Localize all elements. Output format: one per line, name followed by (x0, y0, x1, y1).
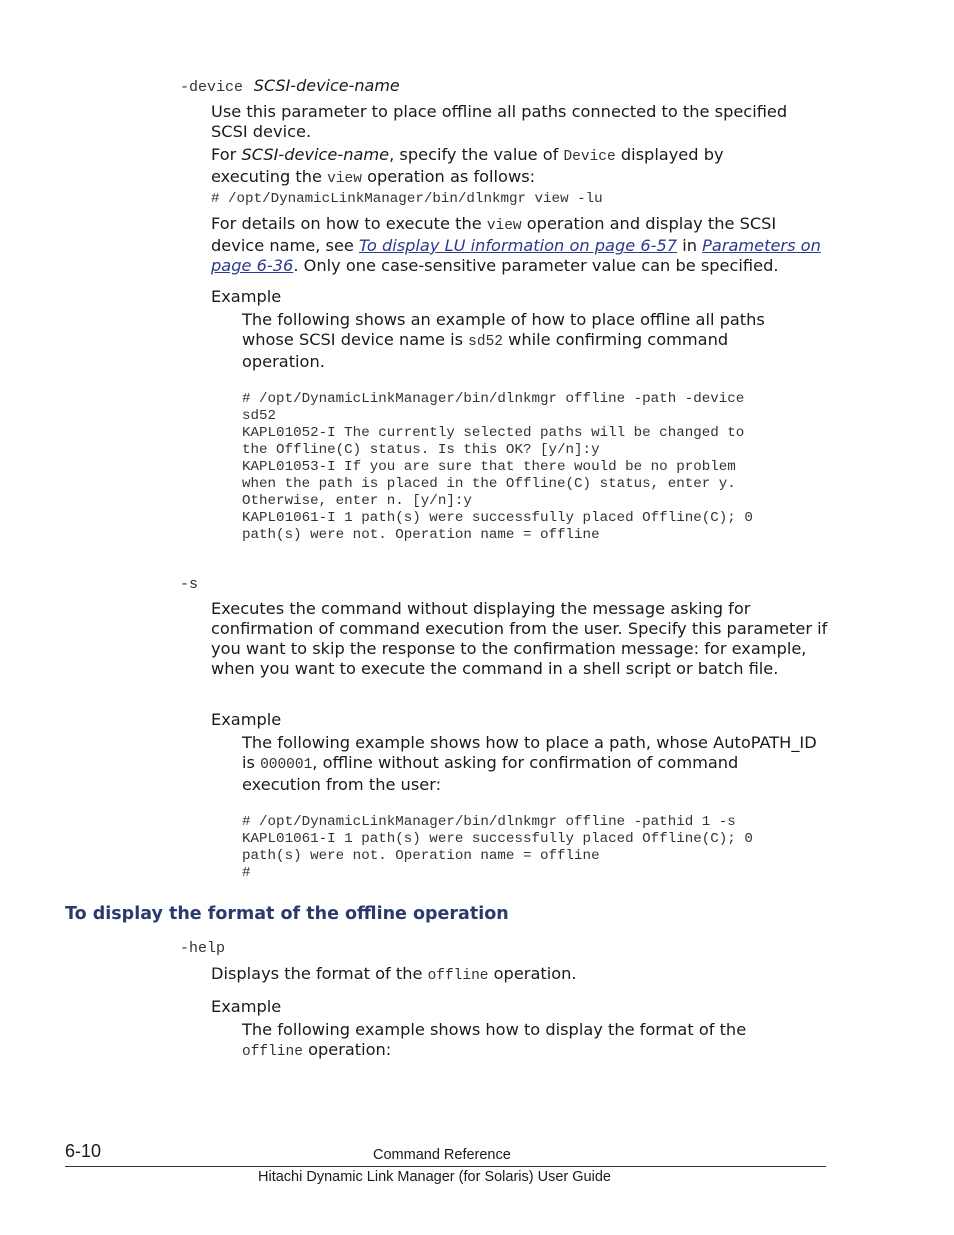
s-example-text: The following example shows how to place a path, whose AutoPATH_ID is 000001, offline without asking for confirmation of command execution from the user: (242, 733, 817, 794)
s-example-output: # /opt/DynamicLinkManager/bin/dlnkmgr offline -pathid 1 -s KAPL01061-I 1 path(s) were successfully placed Offline(C); 0 path(s) were not. Operation name = offline # (242, 814, 753, 881)
help-flag: -help (180, 940, 226, 957)
device-flag: -device (180, 79, 244, 96)
device-code: Device (563, 149, 616, 165)
section-heading: To display the format of the offline operation (65, 904, 509, 924)
link-parameters[interactable]: Parameters on page 6-36 (211, 236, 821, 275)
footer-rule (65, 1166, 826, 1167)
device-example-output: # /opt/DynamicLinkManager/bin/dlnkmgr offline -path -device sd52 KAPL01052-I The currently selected paths will be changed to the Offline(C) status. Is this OK? [y/n]:y KAPL01053-I If you are sure that there would be no problem when the path is placed in the Offline(C) status, enter y. Otherwise, enter n. [y/n]:y KAPL01061-I 1 path(s) were successfully placed Offline(C); 0 path(s) were not. Operation name = offline (242, 391, 753, 543)
footer-guide-title: Hitachi Dynamic Link Manager (for Solaris) User Guide (258, 1169, 611, 1185)
device-example-label: Example (211, 287, 282, 306)
link-display-lu-info[interactable]: To display LU information on page 6-57 (359, 236, 678, 255)
s-example-label: Example (211, 710, 282, 729)
device-arg: SCSI-device-name (253, 76, 400, 95)
device-for-paragraph: For SCSI-device-name, specify the value of Device displayed by executing the view operation as follows: (211, 145, 724, 187)
footer-chapter: Command Reference (373, 1147, 511, 1163)
device-for-arg: SCSI-device-name (241, 145, 390, 164)
view-code: view (327, 171, 362, 187)
s-flag: -s (180, 576, 199, 593)
device-example-text: The following shows an example of how to place offline all paths whose SCSI device name is sd52 while confirming command operation. (242, 310, 765, 371)
view-lu-command: # /opt/DynamicLinkManager/bin/dlnkmgr view -lu (211, 191, 603, 207)
device-details-paragraph: For details on how to execute the view operation and display the SCSI device name, see To display LU information on page 6-57 in Parameters on page 6-36. Only one case-sensitive parameter value can be specified. (211, 214, 821, 275)
help-example-label: Example (211, 997, 282, 1016)
help-example-text: The following example shows how to display the format of the offline operation: (242, 1020, 747, 1060)
help-description: Displays the format of the offline operation. (211, 964, 577, 984)
device-param-heading (180, 76, 400, 96)
page-number: 6-10 (65, 1141, 102, 1161)
device-description: Use this parameter to place offline all paths connected to the specified SCSI device. (211, 102, 788, 141)
s-description: Executes the command without displaying the message asking for confirmation of command execution from the user. Specify this parameter if you want to skip the response to the confirmation message: for example, when you want to execute the command in a shell script or batch file. (211, 599, 828, 678)
